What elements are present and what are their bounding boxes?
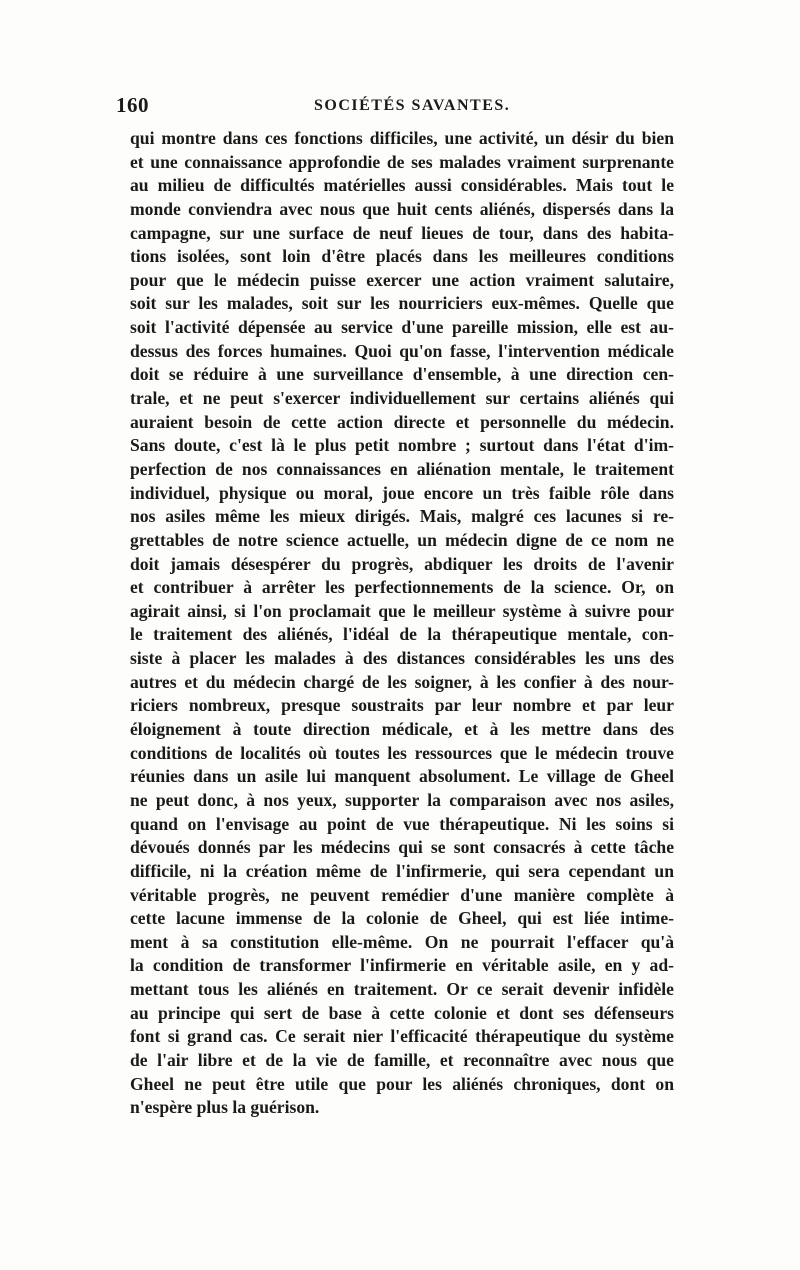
text-line: autres et du médecin chargé de les soigner, à les confier à des nour- (130, 671, 674, 692)
text-line: tions isolées, sont loin d'être placés dans les meilleures conditions (130, 246, 674, 267)
text-line: au milieu de difficultés matérielles aussi considérables. Mais tout le (130, 175, 674, 196)
text-line: éloignement à toute direction médicale, et à les mettre dans des (130, 719, 674, 740)
text-line: Sans doute, c'est là le plus petit nombre ; surtout dans l'état d'im- (130, 435, 674, 456)
text-line: pour que le médecin puisse exercer une action vraiment salutaire, (130, 269, 674, 290)
text-line: au principe qui sert de base à cette colonie et dont ses défenseurs (130, 1002, 674, 1023)
body-text (130, 127, 674, 1120)
running-title: SOCIÉTÉS SAVANTES. (314, 97, 511, 114)
text-line: cette lacune immense de la colonie de Gheel, qui est liée intime- (130, 908, 674, 929)
text-line: ne peut donc, à nos yeux, supporter la comparaison avec nos asiles, (130, 789, 674, 810)
text-line: réunies dans un asile lui manquent absolument. Le village de Gheel (130, 766, 674, 787)
text-line: de l'air libre et de la vie de famille, et reconnaître avec nous que (130, 1049, 674, 1070)
text-line: individuel, physique ou moral, joue encore un très faible rôle dans (130, 482, 674, 503)
text-line: trale, et ne peut s'exercer individuellement sur certains aliénés qui (130, 388, 674, 409)
text-line: ment à sa constitution elle-même. On ne pourrait l'effacer qu'à (130, 931, 674, 952)
page-number: 160 (116, 93, 149, 117)
text-line: quand on l'envisage au point de vue thérapeutique. Ni les soins si (130, 813, 674, 834)
text-line: et une connaissance approfondie de ses malades vraiment surprenante (130, 151, 674, 172)
text-line: le traitement des aliénés, l'idéal de la thérapeutique mentale, con- (130, 624, 674, 645)
text-line: soit l'activité dépensée au service d'une pareille mission, elle est au- (130, 317, 674, 338)
text-line: véritable progrès, ne peuvent remédier d'une manière complète à (130, 884, 674, 905)
text-line: font si grand cas. Ce serait nier l'efficacité thérapeutique du système (130, 1026, 674, 1047)
text-line: difficile, ni la création même de l'infirmerie, qui sera cependant un (130, 860, 674, 881)
text-line: monde conviendra avec nous que huit cents aliénés, dispersés dans la (130, 198, 674, 219)
text-line: auraient besoin de cette action directe et personnelle du médecin. (130, 411, 674, 432)
text-line: soit sur les malades, soit sur les nourriciers eux-mêmes. Quelle que (130, 293, 674, 314)
text-line: et contribuer à arrêter les perfectionnements de la science. Or, on (130, 577, 674, 598)
text-line: campagne, sur une surface de neuf lieues de tour, dans des habita- (130, 222, 674, 243)
text-line: siste à placer les malades à des distances considérables les uns des (130, 648, 674, 669)
text-line: dévoués donnés par les médecins qui se sont consacrés à cette tâche (130, 837, 674, 858)
text-line: nos asiles même les mieux dirigés. Mais, malgré ces lacunes si re- (130, 506, 674, 527)
text-line: agirait ainsi, si l'on proclamait que le meilleur système à suivre pour (130, 600, 674, 621)
running-head (116, 93, 676, 123)
text-line: riciers nombreux, presque soustraits par leur nombre et par leur (130, 695, 674, 716)
text-line: Gheel ne peut être utile que pour les aliénés chroniques, dont on (130, 1073, 674, 1094)
text-line: doit jamais désespérer du progrès, abdiquer les droits de l'avenir (130, 553, 674, 574)
text-line: mettant tous les aliénés en traitement. Or ce serait devenir infidèle (130, 979, 674, 1000)
text-line: qui montre dans ces fonctions difficiles, une activité, un désir du bien (130, 128, 674, 148)
text-line: doit se réduire à une surveillance d'ensemble, à une direction cen- (130, 364, 674, 385)
text-line: perfection de nos connaissances en aliénation mentale, le traitement (130, 458, 674, 479)
text-line: n'espère plus la guérison. (130, 1097, 320, 1118)
text-line: la condition de transformer l'infirmerie en véritable asile, en y ad- (130, 955, 674, 976)
text-line: grettables de notre science actuelle, un médecin digne de ce nom ne (130, 529, 674, 550)
text-line: conditions de localités où toutes les ressources que le médecin trouve (130, 742, 674, 763)
text-line: dessus des forces humaines. Quoi qu'on fasse, l'intervention médicale (130, 340, 674, 361)
